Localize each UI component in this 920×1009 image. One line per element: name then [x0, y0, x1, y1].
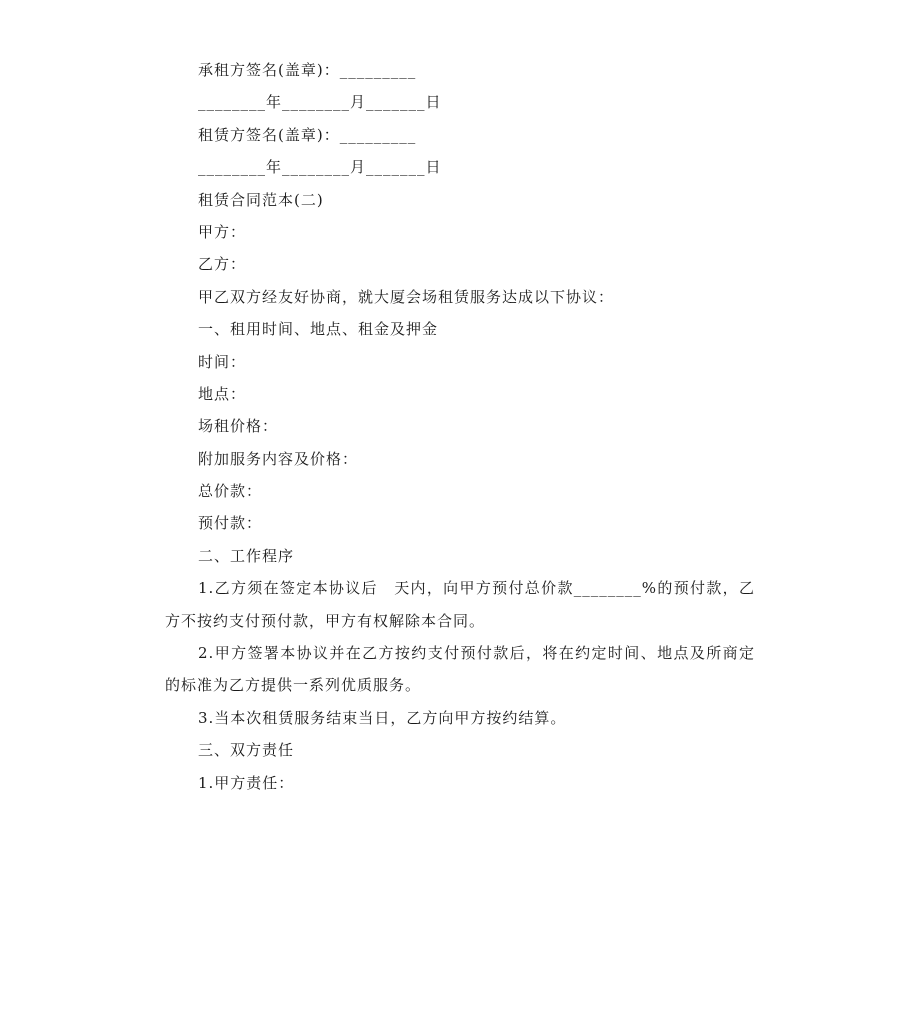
- lessee-signature-line: 承租方签名(盖章)：_________: [198, 61, 417, 79]
- time-field: 时间：: [198, 352, 247, 371]
- procedure-paragraph-1: 1.乙方须在签定本协议后 天内，向甲方预付总价款________%的预付款，乙方不按约支付预付款，甲方有权解除本合同。: [165, 579, 755, 630]
- document-body: [165, 54, 755, 799]
- venue-price-field: 场租价格：: [198, 417, 279, 436]
- lessee-date-line: ________年________月_______日: [198, 93, 442, 112]
- agreement-intro: 甲乙双方经友好协商，就大厦会场租赁服务达成以下协议：: [198, 287, 615, 306]
- lessor-signature-line: 租赁方签名(盖章)：_________: [198, 125, 417, 144]
- procedure-paragraph-3: 3.当本次租赁服务结束当日，乙方向甲方按约结算。: [198, 708, 567, 727]
- procedure-paragraph-2: 2.甲方签署本协议并在乙方按约支付预付款后，将在约定时间、地点及所商定的标准为乙方提供一系列优质服务。: [165, 644, 755, 695]
- party-a-label: 甲方：: [198, 222, 247, 241]
- section-1-heading: 一、租用时间、地点、租金及押金: [198, 320, 439, 339]
- section-3-heading: 三、双方责任: [198, 741, 295, 760]
- additional-services-field: 附加服务内容及价格：: [198, 449, 359, 468]
- lessor-date-line: ________年________月_______日: [198, 158, 442, 177]
- prepayment-field: 预付款：: [198, 514, 263, 533]
- location-field: 地点：: [198, 384, 247, 403]
- contract-title: 租赁合同范本(二): [198, 190, 324, 209]
- party-a-responsibility: 1.甲方责任：: [198, 773, 295, 792]
- total-price-field: 总价款：: [198, 482, 263, 501]
- party-b-label: 乙方：: [198, 255, 247, 274]
- section-2-heading: 二、工作程序: [198, 546, 295, 565]
